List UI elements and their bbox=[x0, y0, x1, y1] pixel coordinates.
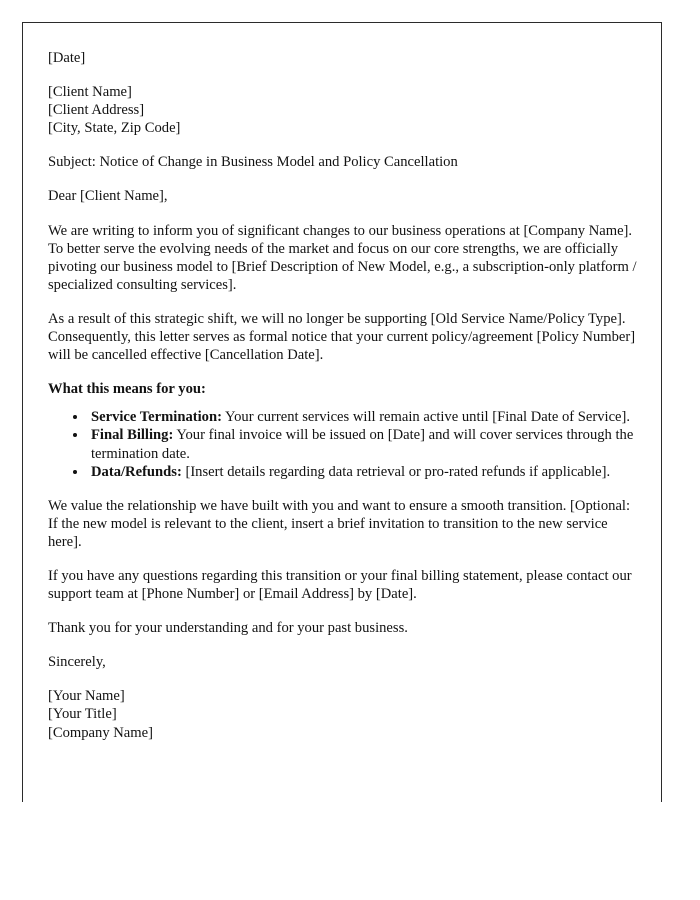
bullet-text: Your final invoice will be issued on [Date] and will cover services through the termination date. bbox=[91, 427, 634, 462]
document-page-frame bbox=[22, 22, 662, 802]
recipient-city-state-zip: [City, State, Zip Code] bbox=[48, 120, 181, 137]
bullet-lead-label: Service Termination: bbox=[91, 409, 222, 426]
paragraph-cancellation-notice: As a result of this strategic shift, we will no longer be supporting [Old Service Name/Policy Type]. Consequently, this letter serves as formal notice that your current policy/agreement [Policy Number] will be cancelled effective [Cancellation Date]. bbox=[48, 310, 636, 364]
spacer bbox=[48, 671, 638, 687]
bullet-lead-label: Final Billing: bbox=[91, 427, 174, 444]
signature-block bbox=[48, 687, 638, 741]
recipient-name: [Client Name] bbox=[48, 84, 132, 101]
spacer bbox=[48, 551, 638, 567]
spacer bbox=[48, 171, 638, 187]
recipient-address-block bbox=[48, 83, 638, 137]
means-for-you-heading: What this means for you: bbox=[48, 381, 206, 398]
paragraph-questions: If you have any questions regarding this transition or your final billing statement, please contact our support team at [Phone Number] or [Email Address] by [Date]. bbox=[48, 567, 632, 603]
list-item bbox=[88, 426, 638, 462]
impact-bullet-list bbox=[48, 408, 638, 480]
spacer bbox=[48, 364, 638, 380]
list-item bbox=[88, 408, 638, 426]
bullet-lead-label: Data/Refunds: bbox=[91, 463, 182, 480]
signer-company: [Company Name] bbox=[48, 724, 153, 741]
bullet-text: Your current services will remain active until [Final Date of Service]. bbox=[221, 409, 631, 426]
signer-title: [Your Title] bbox=[48, 706, 117, 723]
letter-body bbox=[48, 49, 638, 742]
spacer bbox=[48, 137, 638, 153]
signer-name: [Your Name] bbox=[48, 688, 125, 705]
spacer bbox=[48, 206, 638, 222]
spacer bbox=[48, 294, 638, 310]
paragraph-intro: We are writing to inform you of significant changes to our business operations at [Company Name]. To better serve the evolving needs of the market and focus on our core strengths, we are officially pivoting our business model to [Brief Description of New Model, e.g., a subscription-only platform / specialized consulting services]. bbox=[48, 222, 637, 293]
subject-line: Subject: Notice of Change in Business Model and Policy Cancellation bbox=[48, 154, 458, 171]
paragraph-relationship: We value the relationship we have built with you and want to ensure a smooth transition. [Optional: If the new model is relevant to the client, insert a brief invitation to transition to the new service here]. bbox=[48, 497, 631, 550]
bullet-text: [Insert details regarding data retrieval or pro-rated refunds if applicable]. bbox=[181, 463, 611, 480]
spacer bbox=[48, 637, 638, 653]
spacer bbox=[48, 481, 638, 497]
list-item bbox=[88, 463, 638, 481]
recipient-address: [Client Address] bbox=[48, 102, 145, 119]
spacer bbox=[48, 603, 638, 619]
paragraph-thanks: Thank you for your understanding and for your past business. bbox=[48, 620, 408, 637]
salutation: Dear [Client Name], bbox=[48, 188, 168, 205]
spacer bbox=[48, 67, 638, 83]
closing-salutation: Sincerely, bbox=[48, 654, 106, 671]
date-line: [Date] bbox=[48, 50, 86, 66]
